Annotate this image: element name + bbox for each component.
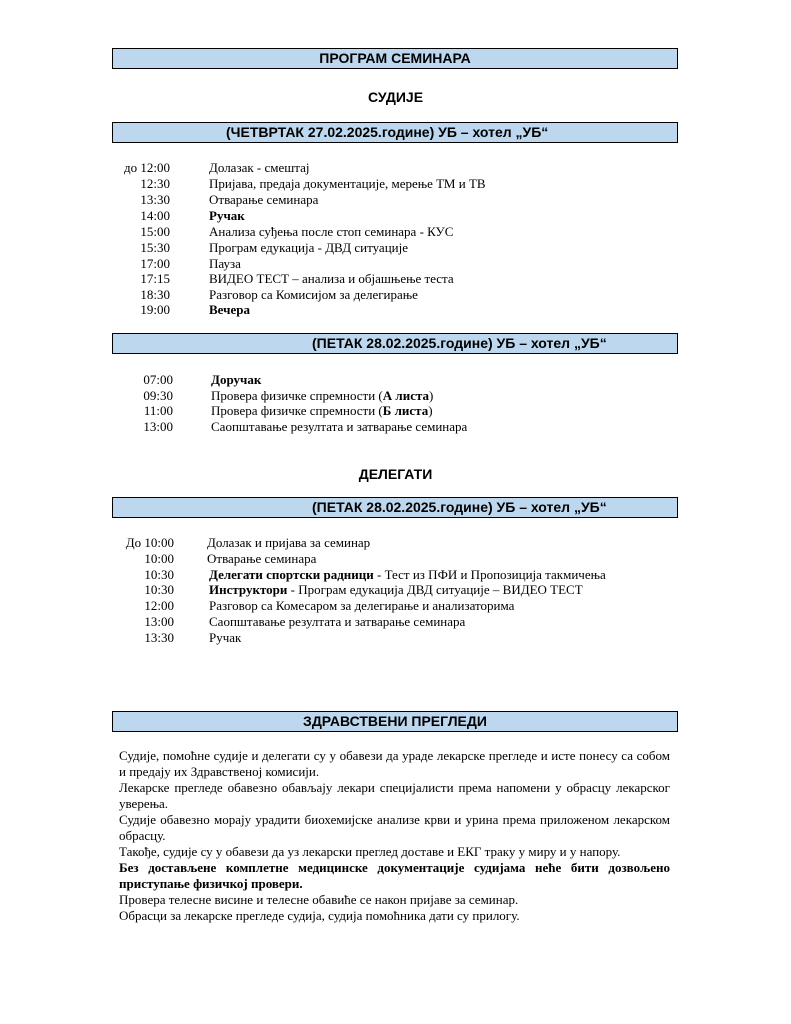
schedule-time: 15:30 xyxy=(140,240,170,255)
schedule-activity: Отварање семинара xyxy=(207,551,317,566)
schedule-activity: ВИДЕО ТЕСТ – анализа и објашњење теста xyxy=(209,271,454,286)
schedule-time: 19:00 xyxy=(140,302,170,317)
health-bar-label: ЗДРАВСТВЕНИ ПРЕГЛЕДИ xyxy=(303,713,487,729)
schedule-time: 10:00 xyxy=(144,551,174,566)
day1-bar-label: (ЧЕТВРТАК 27.02.2025.године) УБ – хотел „УБ“ xyxy=(226,124,549,140)
health-paragraph: Провера телесне висине и телесне обавиће се након пријаве за семинар. xyxy=(119,892,519,907)
schedule-time: 11:00 xyxy=(143,403,173,418)
schedule-time: До 10:00 xyxy=(125,535,174,550)
page-title: ПРОГРАМ СЕМИНАРА xyxy=(319,50,471,66)
schedule-time: 18:30 xyxy=(140,287,170,302)
health-paragraph: Судије обавезно морају урадити биохемијске анализе крви и урина према приложеном лекарском обрасцу. xyxy=(119,812,670,843)
schedule-time: 13:30 xyxy=(140,192,170,207)
schedule-activity: Анализа суђења после стоп семинара - КУС xyxy=(209,224,454,239)
schedule-time: 17:15 xyxy=(140,271,170,286)
schedule-time: 13:00 xyxy=(144,614,174,629)
schedule-time: до 12:00 xyxy=(124,160,170,175)
day2-bar xyxy=(112,333,678,354)
schedule-time: 12:00 xyxy=(144,598,174,613)
schedule-activity: Долазак и пријава за семинар xyxy=(207,535,371,550)
health-paragraph: Лекарске прегледе обавезно обављају лекари специјалисти према напомени у обрасцу лекарског уверења. xyxy=(119,780,670,811)
schedule-time: 17:00 xyxy=(140,256,170,271)
schedule-activity: Отварање семинара xyxy=(209,192,319,207)
schedule-activity: Разговор са Комесаром за делегирање и анализаторима xyxy=(209,598,515,613)
health-text xyxy=(119,748,670,924)
schedule-activity: Ручак xyxy=(209,208,245,223)
day1-bar xyxy=(112,122,678,143)
schedule-activity: Доручак xyxy=(211,372,262,387)
health-paragraph-bold: Без достављене комплетне медицинске документације судијама неће бити дозвољено приступање физичкој провери. xyxy=(119,860,670,891)
schedule-activity: Саопштавање резултата и затварање семинара xyxy=(211,419,468,434)
schedule-time: 09:30 xyxy=(143,388,173,403)
schedule-activity: Саопштавање резултата и затварање семинара xyxy=(209,614,466,629)
schedule-time: 14:00 xyxy=(140,208,170,223)
day2-bar-label: (ПЕТАК 28.02.2025.године) УБ – хотел „УБ“ xyxy=(312,335,607,351)
schedule-time: 12:30 xyxy=(140,176,170,191)
schedule-activity: Пауза xyxy=(209,256,241,271)
schedule-activity: Вечера xyxy=(209,302,250,317)
title-bar xyxy=(112,48,678,69)
schedule-activity: Делегати спортски радници - Тест из ПФИ и Пропозиција такмичења xyxy=(209,567,606,582)
schedule-time: 13:30 xyxy=(144,630,174,645)
schedule-activity: Провера физичке спремности (Б листа) xyxy=(211,403,433,418)
health-paragraph: Такође, судије су у обавези да уз лекарски преглед доставе и ЕКГ траку у миру и у напору. xyxy=(119,844,621,859)
schedule-activity: Пријава, предаја документације, мерење ТМ и ТВ xyxy=(209,176,486,191)
health-bar xyxy=(112,711,678,732)
schedule-time: 10:30 xyxy=(144,567,174,582)
health-paragraph: Обрасци за лекарске прегледе судија, судија помоћника дати су прилогу. xyxy=(119,908,520,923)
health-paragraph: Судије, помоћне судије и делегати су у обавези да ураде лекарске прегледе и исте понесу са собом и предају их Здравственој комисији. xyxy=(119,748,670,779)
schedule-time: 07:00 xyxy=(143,372,173,387)
schedule-time: 13:00 xyxy=(143,419,173,434)
delegates-bar-label: (ПЕТАК 28.02.2025.године) УБ – хотел „УБ“ xyxy=(312,499,607,515)
schedule-activity: Долазак - смештај xyxy=(209,160,310,175)
delegates-bar xyxy=(112,497,678,518)
schedule-activity: Провера физичке спремности (А листа) xyxy=(211,388,434,403)
schedule-activity: Инструктори - Програм едукација ДВД ситуације – ВИДЕО ТЕСТ xyxy=(209,582,583,597)
judges-heading: СУДИЈЕ xyxy=(367,89,424,105)
schedule-activity: Разговор са Комисијом за делегирање xyxy=(209,287,418,302)
schedule-activity: Ручак xyxy=(209,630,242,645)
delegates-heading: ДЕЛЕГАТИ xyxy=(358,466,433,482)
schedule-activity: Програм едукација - ДВД ситуације xyxy=(209,240,408,255)
schedule-time: 15:00 xyxy=(140,224,170,239)
schedule-time: 10:30 xyxy=(144,582,174,597)
